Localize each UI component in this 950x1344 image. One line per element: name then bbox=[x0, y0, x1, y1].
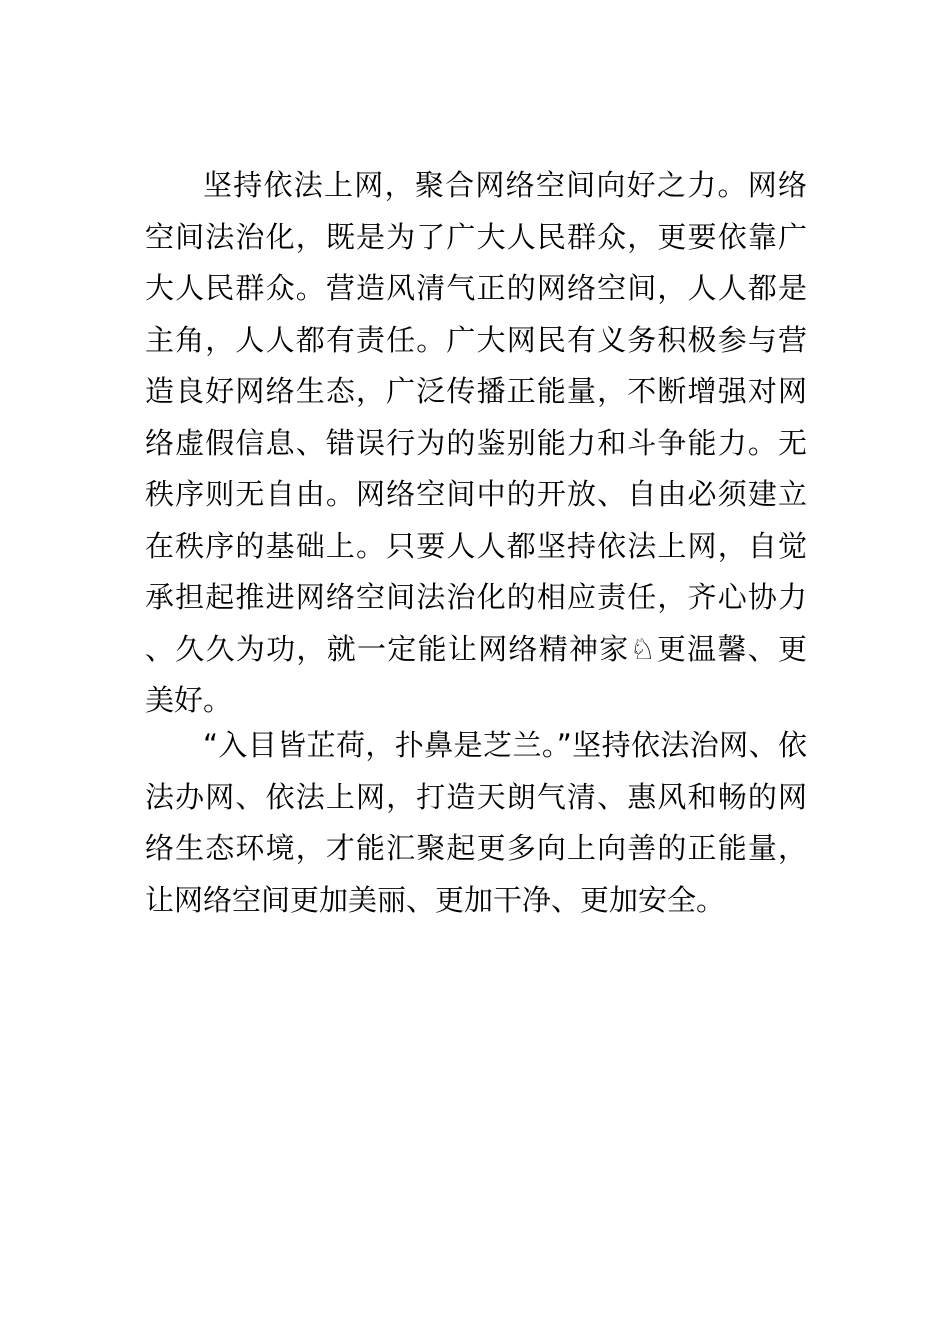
body-paragraph-1: 坚持依法上网，聚合网络空间向好之力。网络空间法治化，既是为了广大人民群众，更要依靠广大人民群众。营造风清气正的网络空间，人人都是主角，人人都有责任。广大网民有义务积极参与营造良好网络生态，广泛传播正能量，不断增强对网络虚假信息、错误行为的鉴别能力和斗争能力。无秩序则无自由。网络空间中的开放、自由必须建立在秩序的基础上。只要人人都坚持依法上网，自觉承担起推进网络空间法治化的相应责任，齐心协力、久久为功，就一定能让网络精神家♘更温馨、更美好。 bbox=[145, 168, 807, 717]
body-paragraph-2: “入目皆芷荷，扑鼻是芝兰。”坚持依法治网、依法办网、依法上网，打造天朗气清、惠风和畅的网络生态环境，才能汇聚起更多向上向善的正能量，让网络空间更加美丽、更加干净、更加安全。 bbox=[145, 728, 807, 917]
